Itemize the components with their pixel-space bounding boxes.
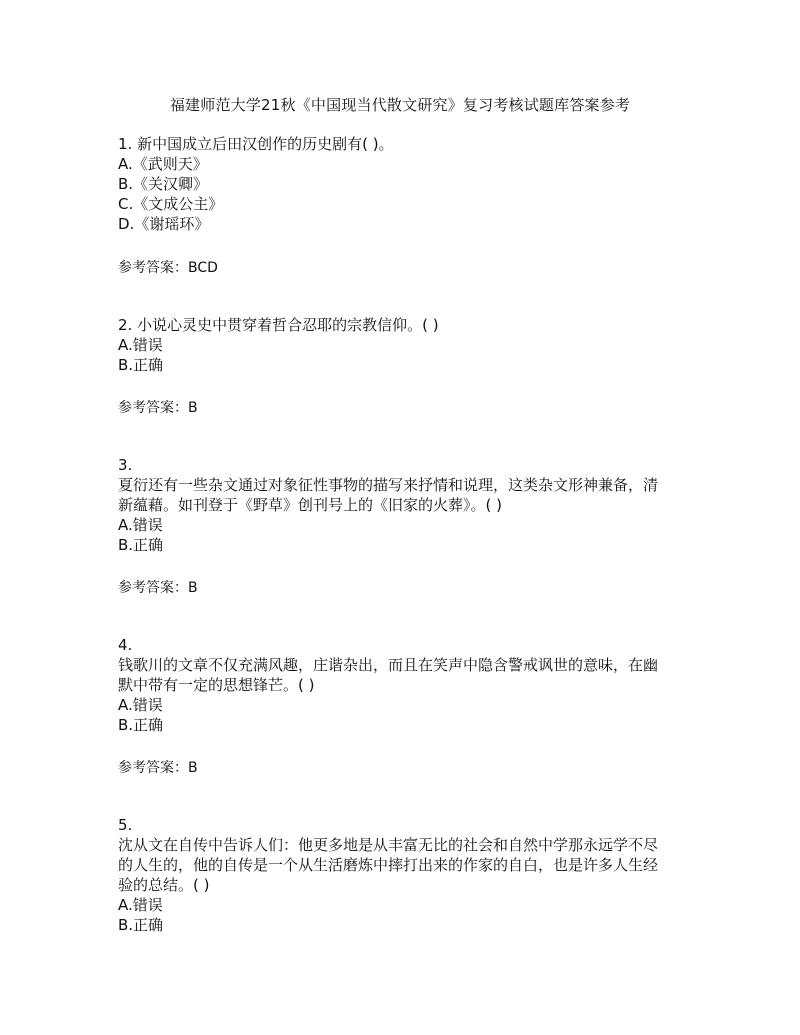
option-c: C.《文成公主》 [118, 195, 224, 213]
question-text: 2. 小说心灵史中贯穿着哲合忍耶的宗教信仰。( ) [118, 316, 439, 334]
answer-label: 参考答案： [118, 400, 188, 416]
question-number: 4. [118, 636, 133, 654]
answer-3 [118, 578, 198, 598]
question-text: 1. 新中国成立后田汉创作的历史剧有( )。 [118, 135, 394, 153]
question-text-line: 的人生的，他的自传是一个从生活磨炼中摔打出来的作家的自白，也是许多人生经 [118, 856, 659, 874]
answer-value: BCD [188, 260, 218, 276]
question-text-line: 钱歌川的文章不仅充满风趣，庄谐杂出，而且在笑声中隐含警戒讽世的意味，在幽 [118, 656, 659, 674]
question-number: 3. [118, 456, 133, 474]
answer-1 [118, 258, 218, 278]
question-3 [118, 455, 698, 555]
answer-value: B [188, 760, 198, 776]
answer-2 [118, 398, 198, 418]
question-4 [118, 635, 698, 735]
question-number: 5. [118, 816, 133, 834]
option-d: D.《谢瑶环》 [118, 215, 210, 233]
question-text-line: 沈从文在自传中告诉人们：他更多地是从丰富无比的社会和自然中学那永远学不尽 [118, 836, 659, 854]
option-a: A.错误 [118, 516, 163, 534]
option-b: B.正确 [118, 916, 164, 934]
question-1 [118, 134, 698, 234]
option-a: A.错误 [118, 336, 163, 354]
question-2 [118, 315, 698, 375]
option-b: B.《关汉卿》 [118, 175, 209, 193]
option-a: A.《武则天》 [118, 155, 208, 173]
answer-label: 参考答案： [118, 760, 188, 776]
answer-value: B [188, 400, 198, 416]
answer-4 [118, 758, 198, 778]
question-text-line: 夏衍还有一些杂文通过对象征性事物的描写来抒情和说理，这类杂文形神兼备，清 [118, 476, 659, 494]
option-b: B.正确 [118, 356, 164, 374]
question-5 [118, 815, 698, 935]
question-text-line: 新蕴藉。如刊登于《野草》创刊号上的《旧家的火葬》。( ) [118, 496, 502, 514]
answer-value: B [188, 580, 198, 596]
option-a: A.错误 [118, 696, 163, 714]
answer-label: 参考答案： [118, 260, 188, 276]
document-title: 福建师范大学21秋《中国现当代散文研究》复习考核试题库答案参考 [169, 96, 631, 114]
question-text-line: 验的总结。( ) [118, 876, 210, 894]
option-b: B.正确 [118, 716, 164, 734]
question-text-line: 默中带有一定的思想锋芒。( ) [118, 676, 315, 694]
option-a: A.错误 [118, 896, 163, 914]
option-b: B.正确 [118, 536, 164, 554]
answer-label: 参考答案： [118, 580, 188, 596]
